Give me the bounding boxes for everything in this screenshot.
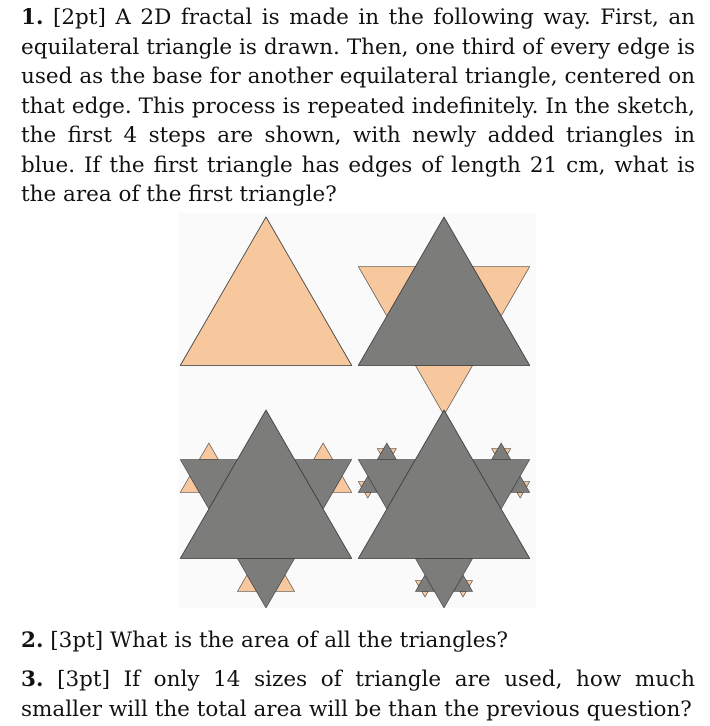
question-2 (21, 626, 695, 656)
question-1-points: [2pt] (52, 5, 106, 30)
question-1 (21, 3, 695, 210)
question-3-text: If only 14 sizes of triangle are used, how much smaller will the total area will be than the previous question? (21, 667, 695, 722)
question-3-number: 3. (21, 667, 44, 692)
question-1-number: 1. (21, 5, 44, 30)
question-3-points: [3pt] (57, 667, 110, 692)
question-1-text: A 2D fractal is made in the following way. First, an equilateral triangle is drawn. Then, one third of every edge is used as the base for another equilateral triangle, centered on that edge. This process is repeated indefinitely. In the sketch, the first 4 steps are shown, with newly added triangles in blue. If the first triangle has edges of length 21 cm, what is the area of the first triangle? (21, 5, 695, 207)
question-2-number: 2. (21, 628, 44, 653)
question-2-points: [3pt] (50, 628, 104, 653)
question-2-text: What is the area of all the triangles? (110, 628, 509, 653)
fractal-steps-svg (178, 213, 536, 608)
fractal-figure (178, 213, 536, 608)
question-3 (21, 665, 695, 724)
